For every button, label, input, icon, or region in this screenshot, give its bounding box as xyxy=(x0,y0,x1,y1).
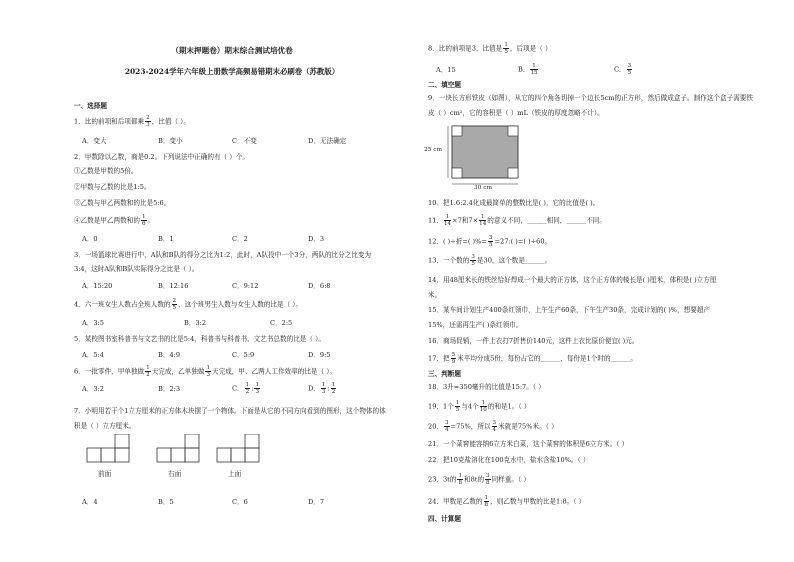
question-7-line1: 7．小明用若干个1立方厘米的正方体木块摆了一个物体。下面是从它的不同方向看到的图形，这个物体的体 xyxy=(74,407,386,415)
view-label-top: 上面 xyxy=(228,470,242,478)
q2-option-b: B．1 xyxy=(158,235,174,243)
q5-option-a: A．5:4 xyxy=(82,351,104,359)
question-3-line1: 3．一场篮球比赛进行中，A队和B队的得分之比为1:2，此时，A队投中一个3分，两队的比分之比变为 xyxy=(74,251,372,259)
question-13: 13．一个数的 $\frac{3}{5}$ 是30，这个数是______。 xyxy=(428,254,552,267)
question-17: 17．把 $\frac{5}{9}$ 米平均分成5份，每份占它的______，每份是1个时的______。 xyxy=(428,352,637,365)
sheet-diagram xyxy=(446,122,528,190)
q3-option-d: D．6:8 xyxy=(308,282,331,290)
question-23: 23．3t的 $\frac{1}{8}$ 和8t的 $\frac{3}{8}$ 同样重。（ ） xyxy=(428,473,530,486)
view-label-right: 右面 xyxy=(168,470,182,478)
q5-option-c: C．5:9 xyxy=(232,351,255,359)
q6-option-d: D． $\frac{1}{3}$ : $\frac{1}{2}$ xyxy=(308,382,336,395)
q6-option-c: C． $\frac{1}{2}$ : $\frac{1}{3}$ xyxy=(232,382,259,395)
q2-option-d: D．3 xyxy=(308,235,325,243)
q2-item-1: ①乙数是甲数的5倍。 xyxy=(74,167,138,175)
q4-option-a: A．3:5 xyxy=(82,319,104,327)
question-5: 5．某校图书室科普书与文艺书的比是5:4，科普书与科普书、文艺书总数的比是（ ）。 xyxy=(74,335,325,343)
question-9-line2: 皮（ ）cm²，它的容积是（ ）mL（铁皮的厚度忽略不计）。 xyxy=(428,109,604,117)
q6-option-a: A．3:2 xyxy=(82,385,104,393)
section-fill: 二、填空题 xyxy=(428,81,461,89)
question-7-line2: 积是（ ）立方厘米。 xyxy=(74,422,136,430)
view-label-front: 前面 xyxy=(98,470,112,478)
q4-option-c: C．2:5 xyxy=(270,319,293,327)
q3-option-c: C．9:12 xyxy=(232,282,259,290)
section-calc: 四、计算题 xyxy=(428,515,461,523)
q7-option-c: C．6 xyxy=(232,498,248,506)
question-19: 19．1个 $\frac{1}{5}$ 与4个 $\frac{1}{10}$ 的和是1。（ ） xyxy=(428,400,531,413)
q1-option-c: C．不变 xyxy=(232,137,257,145)
question-9-line1: 9．一块长方形铁皮（如图），从它的四个角各切掉一个边长5cm的正方形，然后做成盒子。制作这个盒子需要铁 xyxy=(428,94,753,102)
q2-option-a: A．0 xyxy=(82,235,98,243)
diagram-bottom-label: 30 cm xyxy=(474,185,492,191)
q2-option-c: C．2 xyxy=(232,235,248,243)
q6-option-b: B．2:3 xyxy=(158,385,181,393)
exam-subtitle: 2023-2024学年六年级上册数学高频易错期末必刷卷（苏教版） xyxy=(124,67,340,76)
question-20: 20． $\frac{3}{4}$ =75%，所以 $\frac{3}{4}$ 米就是75%米。（ ） xyxy=(428,420,558,433)
question-14-line2: 米。 xyxy=(428,291,442,299)
question-24: 24．甲数是乙数的 $\frac{1}{8}$ ，则乙数与甲数的比是1:8。（ ） xyxy=(428,495,586,508)
question-18: 18．3升=350毫升的比值是15:7。（ ） xyxy=(428,383,545,391)
question-15-line1: 15．某车间计划生产400条红领巾，上午生产60条，下午生产30条，完成计划的( )%，想要超产 xyxy=(428,306,711,314)
q8-option-a: A．15 xyxy=(436,66,456,74)
question-22: 22．把10克盐溶化在100克水中，盐水含盐10%。（ ） xyxy=(428,456,590,464)
right-view-drawing xyxy=(156,434,204,464)
q3-option-a: A．15:20 xyxy=(82,282,113,290)
question-16: 16．商场促销，一件上衣打7折售价140元，这件上衣比原价便宜( )元。 xyxy=(428,337,639,345)
q1-option-b: B．变小 xyxy=(158,137,183,145)
diagram-side-label: 25 cm xyxy=(424,147,442,153)
q7-option-b: B．5 xyxy=(158,498,174,506)
question-8: 8．比的前项是3，比值是 $\frac{1}{5}$ ，后项是（ ） xyxy=(428,42,552,55)
front-view-drawing xyxy=(86,434,134,464)
question-6: 6．一批零件，甲单独做 $\frac{1}{2}$ 天完成，乙单独做 $\frac{1}{3}$ 天完成，甲、乙两人工作效率的比是（ ）。 xyxy=(74,365,337,378)
q3-option-b: B．12:16 xyxy=(158,282,189,290)
q1-option-d: D．无法确定 xyxy=(308,137,347,145)
question-12: 12．( )÷折=( )%= $\frac{3}{5}$ =27:( )=( )÷60。 xyxy=(428,235,552,248)
question-10: 10．把1.6:2.4化成最简单的整数比是( )，它的比值是( )。 xyxy=(428,199,600,207)
section-choice: 一、选择题 xyxy=(74,102,107,110)
section-judge: 三、判断题 xyxy=(428,370,461,378)
question-21: 21．一个菜窖能容纳6立方米白菜，这个菜窖的体积是6立方米。（ ） xyxy=(428,440,629,448)
q5-option-b: B．4:9 xyxy=(158,351,181,359)
exam-title: （期末押题卷）期末综合测试培优卷 xyxy=(171,46,293,55)
q2-item-2: ②甲数与乙数的比是1:5。 xyxy=(74,183,151,191)
question-15-line2: 15%，还需再生产( )条红领巾。 xyxy=(428,321,523,329)
q5-option-d: D．9:5 xyxy=(308,351,331,359)
question-3-line2: 3:4，这时A队和B队实际得分之比是（ ）。 xyxy=(74,265,199,273)
q4-option-b: B．3:2 xyxy=(184,319,207,327)
question-11: 11． $\frac{1}{14}$ ×7和7× $\frac{1}{14}$ 的意义不同，______相同，______不同。 xyxy=(428,214,606,227)
question-1: 1．比的前项和后项都乘 $\frac{2}{3}$ ，比值（ ）。 xyxy=(74,115,191,128)
q2-item-3: ③乙数与甲乙两数和的比是5:6。 xyxy=(74,199,171,207)
question-2: 2．甲数除以乙数，商是0.2。下列说法中正确的有（ ）个。 xyxy=(74,153,250,161)
q8-option-c: C． $\frac{3}{5}$ xyxy=(614,63,632,76)
q7-option-a: A．4 xyxy=(82,498,98,506)
top-view-drawing xyxy=(216,434,264,464)
q1-option-a: A．变大 xyxy=(82,137,107,145)
question-14-line1: 14．用48厘米长的铁丝恰好焊成一个最大的正方体，这个正方体的棱长是( )厘米，体积是( )立方厘 xyxy=(428,276,717,284)
q2-item-4: ④乙数是甲乙两数和的 $\frac{1}{6}$ 。 xyxy=(74,214,155,227)
q7-option-d: D．7 xyxy=(308,498,325,506)
q8-option-b: B． $\frac{1}{15}$ xyxy=(518,63,538,76)
question-4: 4．六一班女生人数占全班人数的 $\frac{2}{5}$ ，这个班男生人数与女生人数的比是（ ）。 xyxy=(74,298,303,311)
